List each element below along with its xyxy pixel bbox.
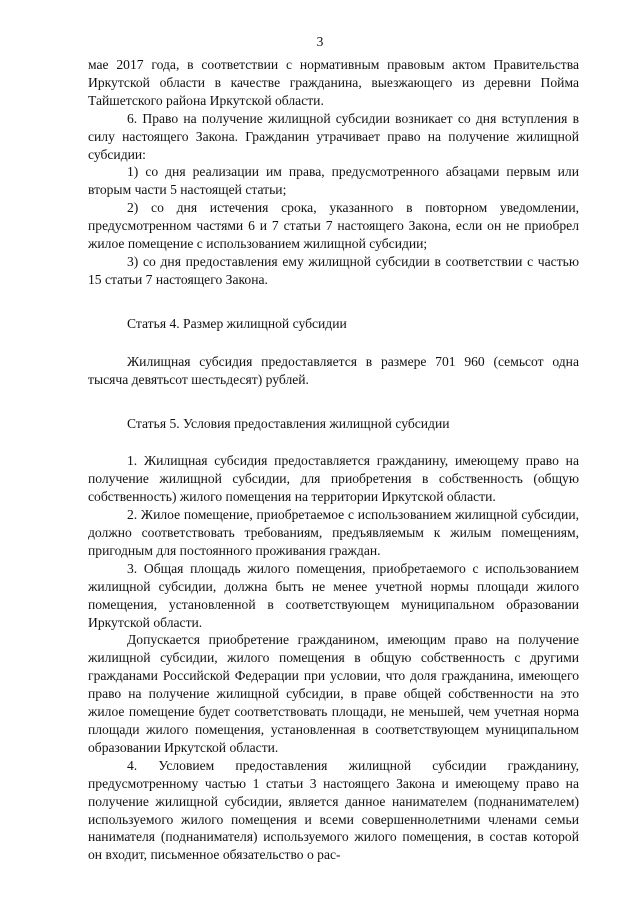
spacer: [88, 333, 579, 353]
spacer: [88, 432, 579, 452]
article-5-part-2: 2. Жилое помещение, приобретаемое с использованием жилищной субсидии, должно соответствовать требованиям, предъявляемым к жилым помещениям, пригодным для постоянного проживания граждан.: [88, 507, 579, 558]
article-5-heading: Статья 5. Условия предоставления жилищной субсидии: [127, 415, 450, 431]
paragraph-part-6: 6. Право на получение жилищной субсидии возникает со дня вступления в силу настоящего Закона. Гражданин утрачивает право на получение жилищной субсидии:: [88, 110, 579, 162]
article-4-paragraph: Жилищная субсидия предоставляется в размере 701 960 (семьсот одна тысяча девятьсот шестьдесят) рублей.: [88, 353, 579, 387]
article-5-part-1: 1. Жилищная субсидия предоставляется гражданину, имеющему право на получение жилищной субсидии, для приобретения в собственность (общую собственность) жилого помещения на территории Иркутской области.: [88, 453, 579, 505]
spacer: [88, 289, 579, 315]
article-4-heading: Статья 4. Размер жилищной субсидии: [127, 315, 347, 331]
page-number: 3: [316, 34, 324, 49]
spacer: [88, 389, 579, 415]
paragraph-continuation: мае 2017 года, в соответствии с нормативным правовым актом Правительства Иркутской области в качестве гражданина, выезжающего из деревни Пойма Тайшетского района Иркутской области.: [88, 57, 579, 108]
article-5-part-3: 3. Общая площадь жилого помещения, приобретаемого с использованием жилищной субсидии, должна быть не менее учетной нормы площади жилого помещения, установленной в соответствующем муниципальном образовании Иркутской области.: [88, 560, 579, 630]
list-item-1: 1) со дня реализации им права, предусмотренного абзацами первым или вторым части 5 настоящей статьи;: [88, 164, 579, 198]
list-item-3: 3) со дня предоставления ему жилищной субсидии в соответствии с частью 15 статьи 7 настоящего Закона.: [88, 253, 579, 287]
list-item-2: 2) со дня истечения срока, указанного в повторном уведомлении, предусмотренном частями 6 и 7 статьи 7 настоящего Закона, если он не приобрел жилое помещение с использованием жилищной субсидии;: [88, 200, 579, 252]
article-5-part-4: 4. Условием предоставления жилищной субсидии гражданину, предусмотренному частью 1 статьи 3 настоящего Закона и имеющему право на получение жилищной субсидии, является данное нанимателем (поднанимателем) используемого жилого помещения и всеми совершеннолетними членами семьи нанимателя (поднанимателя) используемого жилого помещения, в состав которой он входит, письменное обязательство о рас-: [88, 757, 579, 863]
document-body: [88, 56, 579, 864]
article-5-part-3-cont: Допускается приобретение гражданином, имеющим право на получение жилищной субсидии, жилого помещения в общую собственность с другими гражданами Российской Федерации при условии, что доля гражданина, имеющего право на получение жилищной субсидии, в праве общей собственности на это жилое помещение будет соответствовать площади, не меньшей, чем учетная норма площади жилого помещения, установленная в соответствующем муниципальном образовании Иркутской области.: [88, 632, 579, 755]
